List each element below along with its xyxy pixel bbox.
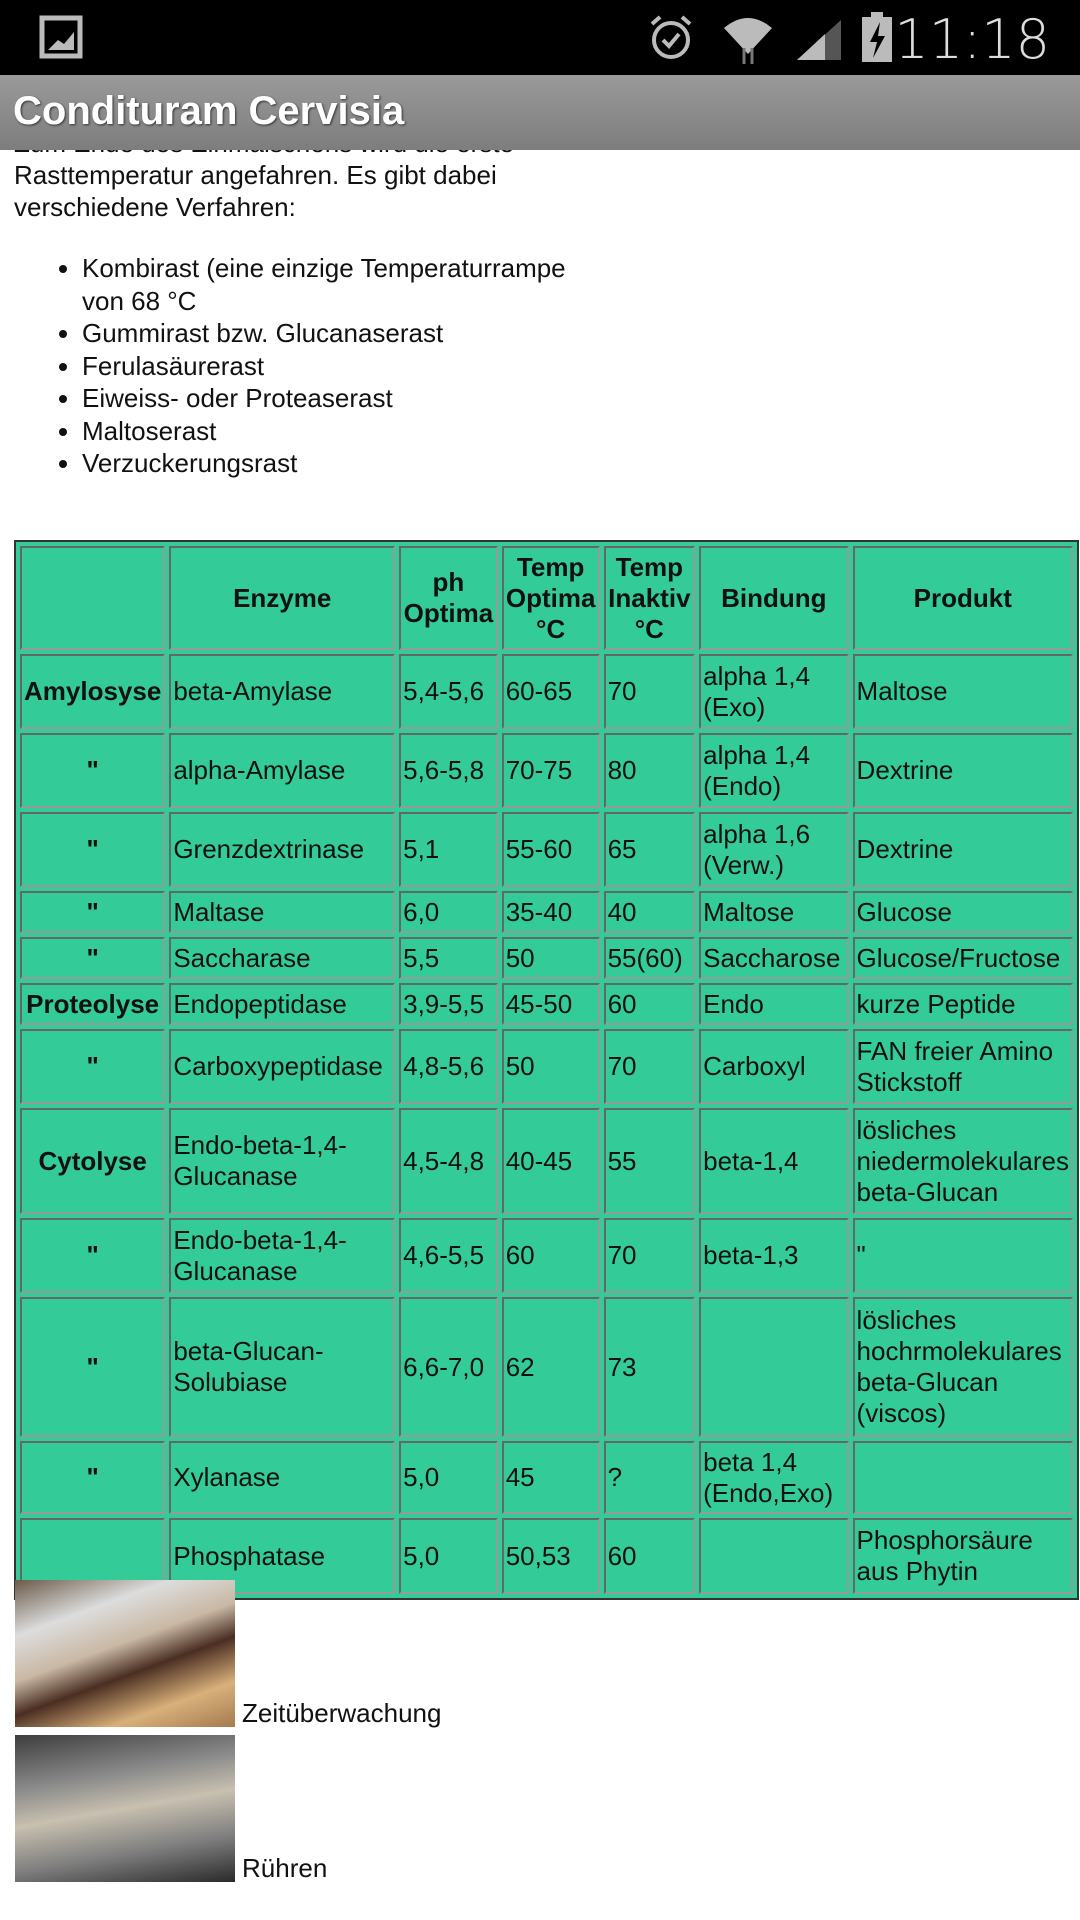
column-header <box>20 546 165 650</box>
table-cell: 40 <box>604 891 696 933</box>
timer-photo <box>15 1580 235 1727</box>
list-item: • Eiweiss- oder Proteaserast <box>82 382 602 415</box>
list-item: • Maltoserast <box>82 415 602 448</box>
table-cell: 40-45 <box>502 1108 600 1214</box>
table-cell: Maltase <box>169 891 395 933</box>
table-row <box>20 937 1073 979</box>
table-cell: 70 <box>604 1218 696 1293</box>
table-cell: 5,0 <box>399 1441 498 1514</box>
category-cell: " <box>20 891 165 933</box>
category-cell: Cytolyse <box>20 1108 165 1214</box>
table-cell: 55-60 <box>502 812 600 887</box>
table-cell: 4,8-5,6 <box>399 1029 498 1104</box>
table-row <box>20 1218 1073 1293</box>
status-bar <box>0 0 1080 75</box>
table-cell: Saccharase <box>169 937 395 979</box>
enzyme-table <box>14 540 1079 1600</box>
table-cell: 45 <box>502 1441 600 1514</box>
table-row <box>20 654 1073 729</box>
table-cell <box>699 1297 848 1437</box>
battery-charging-icon <box>862 12 892 62</box>
category-cell: Amylosyse <box>20 654 165 729</box>
image-caption: Rühren <box>242 1853 328 1883</box>
table-cell: 3,9-5,5 <box>399 983 498 1025</box>
category-cell: " <box>20 812 165 887</box>
list-item: • Kombirast (eine einzige Temperaturrampe von 68 °C <box>82 252 602 317</box>
table-cell: beta-1,4 <box>699 1108 848 1214</box>
table-cell: Endo-beta-1,4-Glucanase <box>169 1108 395 1214</box>
table-cell: 50 <box>502 1029 600 1104</box>
table-cell: 62 <box>502 1297 600 1437</box>
table-cell: Maltose <box>853 654 1073 729</box>
list-item: • Gummirast bzw. Glucanaserast <box>82 317 602 350</box>
intro-text: Rasttemperatur angefahren. Es gibt dabei verschiedene Verfahren: <box>14 160 497 222</box>
table-cell: Carboxyl <box>699 1029 848 1104</box>
table-cell: Phosphorsäure aus Phytin <box>853 1518 1073 1594</box>
table-row <box>20 1108 1073 1214</box>
table-cell <box>699 1518 848 1594</box>
table-cell: 60 <box>604 1518 696 1594</box>
column-header: Produkt <box>853 546 1073 650</box>
category-cell: " <box>20 937 165 979</box>
table-cell: 6,0 <box>399 891 498 933</box>
column-header: Bindung <box>699 546 848 650</box>
table-cell: Dextrine <box>853 812 1073 887</box>
column-header: Enzyme <box>169 546 395 650</box>
table-row <box>20 812 1073 887</box>
category-cell: " <box>20 1297 165 1437</box>
table-cell: beta-Glucan-Solubiase <box>169 1297 395 1437</box>
table-cell: lösliches hochrmolekulares beta-Glucan (viscos) <box>853 1297 1073 1437</box>
category-cell: Proteolyse <box>20 983 165 1025</box>
table-cell: 60-65 <box>502 654 600 729</box>
wifi-icon <box>722 14 774 64</box>
table-cell: 70 <box>604 1029 696 1104</box>
table-cell: beta-1,3 <box>699 1218 848 1293</box>
table-cell: 55(60) <box>604 937 696 979</box>
table-cell: lösliches niedermolekulares beta-Glucan <box>853 1108 1073 1214</box>
table-cell: 55 <box>604 1108 696 1214</box>
table-cell: 70-75 <box>502 733 600 808</box>
app-title: Condituram Cervisia <box>13 89 405 133</box>
clock: 11:18 <box>894 8 1050 71</box>
alarm-icon <box>648 14 694 62</box>
table-cell: 50,53 <box>502 1518 600 1594</box>
table-cell: Endopeptidase <box>169 983 395 1025</box>
web-content[interactable] <box>0 150 1080 1920</box>
table-cell: Xylanase <box>169 1441 395 1514</box>
table-cell: 45-50 <box>502 983 600 1025</box>
table-cell: 60 <box>502 1218 600 1293</box>
category-cell: " <box>20 1029 165 1104</box>
table-cell: Grenzdextrinase <box>169 812 395 887</box>
table-cell: Phosphatase <box>169 1518 395 1594</box>
column-header: ph Optima <box>399 546 498 650</box>
column-header: Temp Optima °C <box>502 546 600 650</box>
table-cell: 73 <box>604 1297 696 1437</box>
table-cell: Saccharose <box>699 937 848 979</box>
table-cell: alpha-Amylase <box>169 733 395 808</box>
list-item: • Verzuckerungsrast <box>82 447 602 480</box>
table-cell: " <box>853 1218 1073 1293</box>
table-cell <box>853 1441 1073 1514</box>
table-row <box>20 1029 1073 1104</box>
table-cell: 50 <box>502 937 600 979</box>
action-bar <box>0 75 1080 150</box>
list-item: • Ferulasäurerast <box>82 350 602 383</box>
table-cell: Glucose/Fructose <box>853 937 1073 979</box>
table-cell: 5,4-5,6 <box>399 654 498 729</box>
table-cell: alpha 1,6 (Verw.) <box>699 812 848 887</box>
signal-icon <box>795 18 845 62</box>
table-cell: 5,5 <box>399 937 498 979</box>
image-caption: Zeitüberwachung <box>242 1698 442 1728</box>
gallery-icon <box>40 16 82 58</box>
table-cell: ? <box>604 1441 696 1514</box>
table-cell: alpha 1,4 (Endo) <box>699 733 848 808</box>
column-header: Temp Inaktiv °C <box>604 546 696 650</box>
category-cell: " <box>20 1218 165 1293</box>
table-cell: 6,6-7,0 <box>399 1297 498 1437</box>
table-cell: 60 <box>604 983 696 1025</box>
table-cell: Glucose <box>853 891 1073 933</box>
table-cell: beta-Amylase <box>169 654 395 729</box>
table-cell: 4,6-5,5 <box>399 1218 498 1293</box>
table-cell: 5,6-5,8 <box>399 733 498 808</box>
table-row <box>20 983 1073 1025</box>
stirring-photo <box>15 1735 235 1882</box>
table-cell: Maltose <box>699 891 848 933</box>
table-cell: 80 <box>604 733 696 808</box>
table-row <box>20 733 1073 808</box>
table-cell: beta 1,4 (Endo,Exo) <box>699 1441 848 1514</box>
table-cell: FAN freier Amino Stickstoff <box>853 1029 1073 1104</box>
table-row <box>20 1441 1073 1514</box>
table-cell: Carboxypeptidase <box>169 1029 395 1104</box>
table-cell: 5,0 <box>399 1518 498 1594</box>
table-cell: 35-40 <box>502 891 600 933</box>
table-cell: 70 <box>604 654 696 729</box>
table-row <box>20 1297 1073 1437</box>
category-cell: " <box>20 733 165 808</box>
table-cell: 5,1 <box>399 812 498 887</box>
table-cell: Endo <box>699 983 848 1025</box>
table-cell: Dextrine <box>853 733 1073 808</box>
table-cell: alpha 1,4 (Exo) <box>699 654 848 729</box>
table-cell: Endo-beta-1,4-Glucanase <box>169 1218 395 1293</box>
rest-list <box>82 252 602 480</box>
table-cell: 4,5-4,8 <box>399 1108 498 1214</box>
table-cell: kurze Peptide <box>853 983 1073 1025</box>
table-row <box>20 891 1073 933</box>
category-cell: " <box>20 1441 165 1514</box>
table-cell: 65 <box>604 812 696 887</box>
